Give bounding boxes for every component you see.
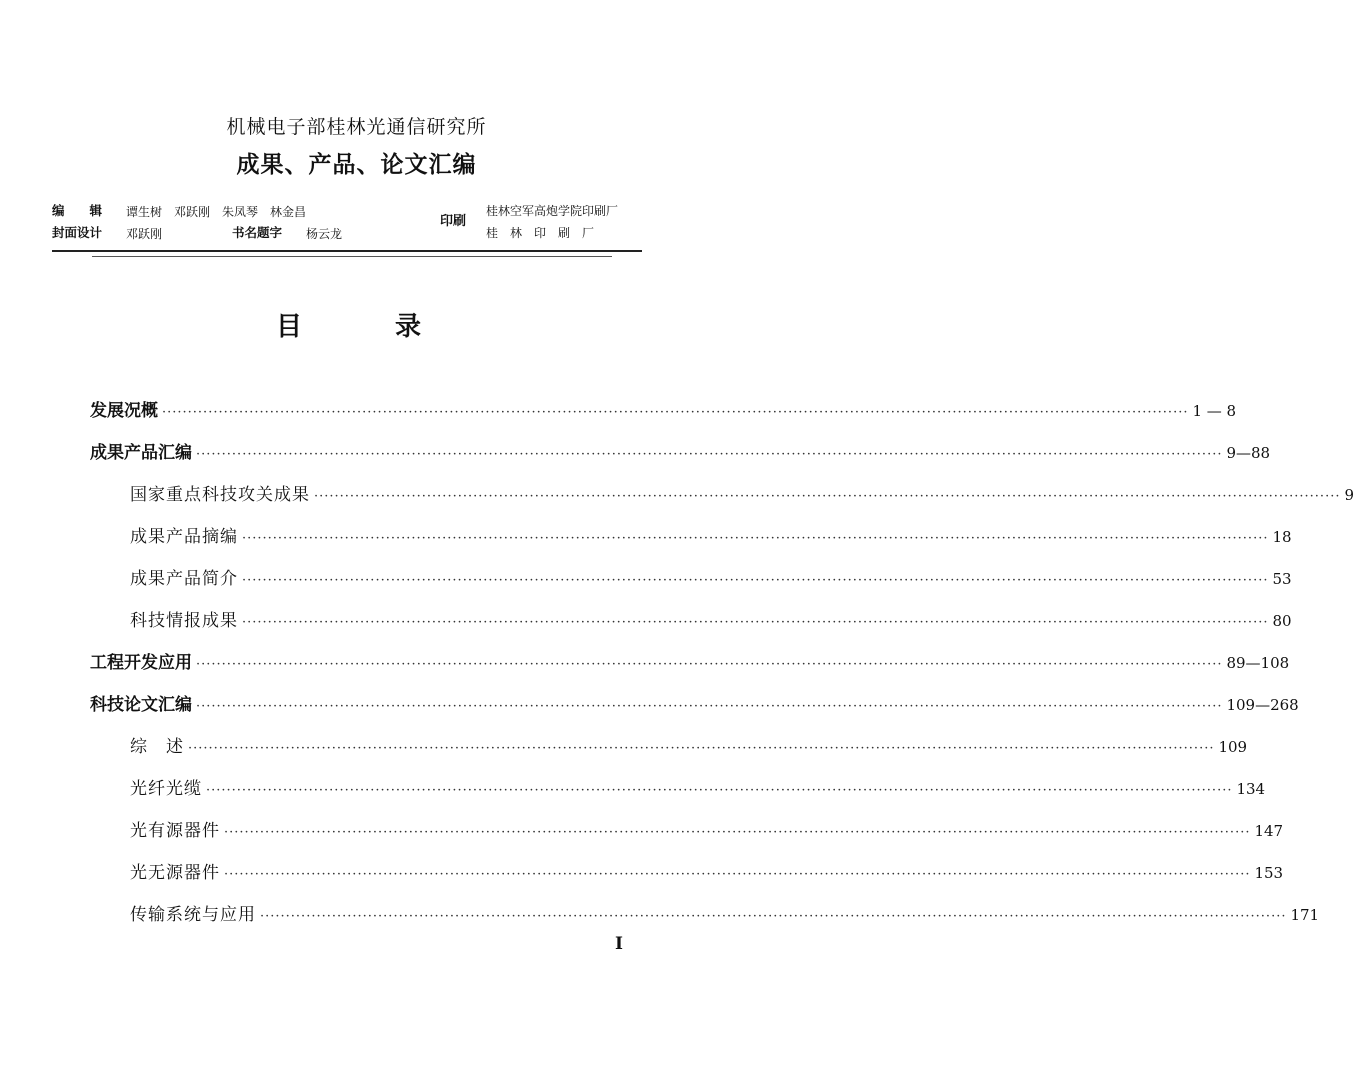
toc-entry-label: 光无源器件 xyxy=(130,863,220,883)
toc-leader-dots: ········································································································································································································ xyxy=(196,699,1223,714)
toc-entry-label: 发展况概 xyxy=(90,401,158,421)
cover-design-name: 邓跃刚 xyxy=(126,227,163,241)
toc-leader-dots: ········································································································································································································ xyxy=(242,531,1269,546)
toc-entry-pages: 89—108 xyxy=(1226,654,1290,672)
toc-entry-pages: 53 xyxy=(1272,570,1292,588)
toc-entry xyxy=(130,522,1292,547)
toc-entry-label: 光有源器件 xyxy=(130,821,220,841)
toc-entry-label: 国家重点科技攻关成果 xyxy=(130,485,310,505)
toc-entry-label: 工程开发应用 xyxy=(90,653,192,673)
calligraphy-name: 杨云龙 xyxy=(306,227,343,241)
book-title: 成果、产品、论文汇编 xyxy=(236,151,477,178)
toc-entry xyxy=(90,438,1271,463)
toc-entry-label: 综 述 xyxy=(130,737,184,757)
toc-entry xyxy=(130,900,1320,925)
toc-entry xyxy=(130,858,1284,883)
toc-entry xyxy=(130,816,1284,841)
toc-entry-label: 成果产品摘编 xyxy=(130,527,238,547)
page-number: I xyxy=(615,934,623,954)
toc-leader-dots: ········································································································································································································ xyxy=(188,741,1215,756)
toc-leader-dots: ········································································································································································································ xyxy=(162,405,1189,420)
toc-entry-label: 科技情报成果 xyxy=(130,611,238,631)
toc-entry xyxy=(130,480,1354,505)
header-divider xyxy=(52,250,642,252)
toc-leader-dots: ········································································································································································································ xyxy=(242,615,1269,630)
toc-entry-pages: 18 xyxy=(1272,528,1292,546)
toc-entry-pages: 134 xyxy=(1236,780,1266,798)
toc-leader-dots: ········································································································································································································ xyxy=(196,657,1223,672)
editors-label: 编 辑 xyxy=(52,203,103,218)
header-divider-thin xyxy=(92,256,612,257)
toc-entry-pages: 153 xyxy=(1254,864,1284,882)
toc-entry-label: 光纤光缆 xyxy=(130,779,202,799)
organization-name: 机械电子部桂林光通信研究所 xyxy=(226,116,487,138)
toc-entry xyxy=(130,606,1292,631)
toc-entry-pages: 9—88 xyxy=(1226,444,1271,462)
toc-entry-pages: 1 — 8 xyxy=(1192,402,1237,420)
toc-entry-pages: 109 xyxy=(1218,738,1248,756)
toc-leader-dots: ········································································································································································································ xyxy=(224,825,1251,840)
toc-entry xyxy=(130,774,1266,799)
toc-leader-dots: ········································································································································································································ xyxy=(242,573,1269,588)
toc-entry xyxy=(90,690,1299,715)
toc-entry-pages: 171 xyxy=(1290,906,1320,924)
toc-entry-label: 成果产品简介 xyxy=(130,569,238,589)
toc-entry-pages: 109—268 xyxy=(1226,696,1299,714)
toc-entry-pages: 80 xyxy=(1272,612,1292,630)
calligraphy-label: 书名题字 xyxy=(232,225,283,240)
printer-1: 桂林空军高炮学院印刷厂 xyxy=(486,204,619,218)
printer-2: 桂 林 印 刷 厂 xyxy=(486,226,595,240)
toc-entry-label: 成果产品汇编 xyxy=(90,443,192,463)
toc-entry-pages: 147 xyxy=(1254,822,1284,840)
toc-entry xyxy=(90,648,1290,673)
toc-entry xyxy=(130,564,1292,589)
toc-leader-dots: ········································································································································································································ xyxy=(206,783,1233,798)
toc-leader-dots: ········································································································································································································ xyxy=(224,867,1251,882)
toc-entry-pages: 9 xyxy=(1344,486,1354,504)
printing-label: 印刷 xyxy=(440,214,467,229)
toc-heading-char-1: 目 xyxy=(276,312,303,342)
toc-leader-dots: ········································································································································································································ xyxy=(196,447,1223,462)
toc-heading-char-2: 录 xyxy=(395,312,422,342)
toc-entry xyxy=(90,396,1237,421)
editors-names: 谭生树 邓跃刚 朱凤琴 林金昌 xyxy=(126,205,307,219)
toc-entry-label: 科技论文汇编 xyxy=(90,695,192,715)
toc-entry xyxy=(130,732,1248,757)
cover-design-label: 封面设计 xyxy=(52,225,103,240)
toc-entry-label: 传输系统与应用 xyxy=(130,905,256,925)
toc-leader-dots: ········································································································································································································ xyxy=(314,489,1341,504)
toc-leader-dots: ········································································································································································································ xyxy=(260,909,1287,924)
